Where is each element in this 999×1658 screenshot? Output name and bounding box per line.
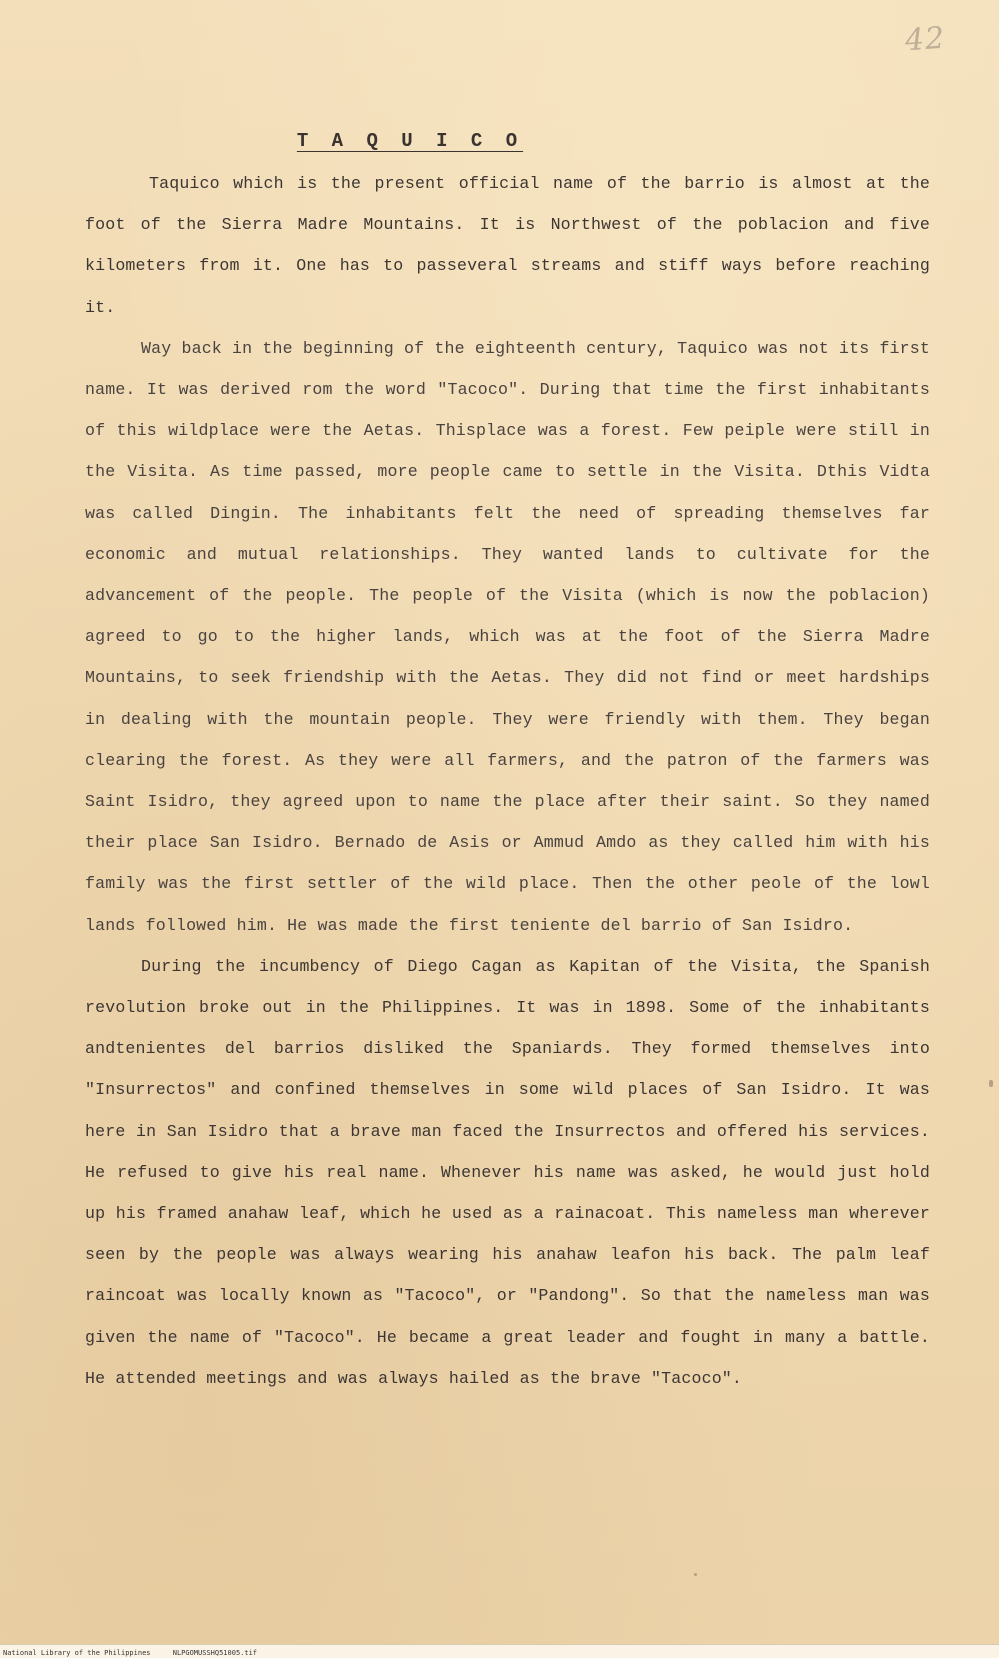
archive-name: National Library of the Philippines	[3, 1649, 151, 1657]
page-number: 42	[903, 20, 947, 59]
paragraph-3: During the incumbency of Diego Cagan as Kapitan of the Visita, the Spanish revolution broke out in the Philippines. It was in 1898. Some of the inhabitants andtenientes del barrios disliked the Spaniards. They formed themselves into "Insurrectos" and confined themselves in some wild places of San Isidro. It was here in San Isidro that a brave man faced the Insurrectos and offered his services. He refused to give his real name. Whenever his name was asked, he would just hold up his framed anahaw leaf, which he used as a rainacoat. This nameless man wherever seen by the people was always wearing his anahaw leafon his back. The palm leaf raincoat was locally known as "Tacoco", or "Pandong". So that the nameless man was given the name of "Tacoco". He became a great leader and fought in many a battle. He attended meetings and was always hailed as the brave "Tacoco".	[85, 956, 930, 1388]
document-title: T A Q U I C O	[296, 130, 524, 152]
scan-footer	[0, 1644, 999, 1658]
scan-footer-text	[3, 1649, 257, 1657]
scan-filename: NLPGOMUSSHQ51005.tif	[172, 1649, 258, 1657]
paragraph-2: Way back in the beginning of the eighteenth century, Taquico was not its first name. It was derived rom the word "Tacoco". During that time the first inhabitants of this wildplace were the Aetas. Thisplace was a forest. Few peiple were still in the Visita. As time passed, more people came to settle in the Visita. Dthis Vidta was called Dingin. The inhabitants felt the need of spreading themselves far economic and mutual relationships. They wanted lands to cultivate for the advancement of the people. The people of the Visita (which is now the poblacion) agreed to go to the higher lands, which was at the foot of the Sierra Madre Mountains, to seek friendship with the Aetas. They did not find or meet hardships in dealing with the mountain people. They were friendly with them. They began clearing the forest. As they were all farmers, and the patron of the farmers was Saint Isidro, they agreed upon to name the place after their saint. So they named their place San Isidro. Bernado de Asis or Ammud Amdo as they called him with his family was the first settler of the wild place. Then the other peole of the lowl lands followed him. He was made the first teniente del barrio of San Isidro.	[85, 338, 930, 935]
paper-speck	[694, 1573, 697, 1576]
paragraph-1: Taquico which is the present official name of the barrio is almost at the foot of the Sierra Madre Mountains. It is Northwest of the poblacion and five kilometers from it. One has to passeveral streams and stiff ways before reaching it.	[85, 174, 930, 317]
paper-speck	[989, 1080, 993, 1087]
document-body	[85, 163, 930, 1399]
